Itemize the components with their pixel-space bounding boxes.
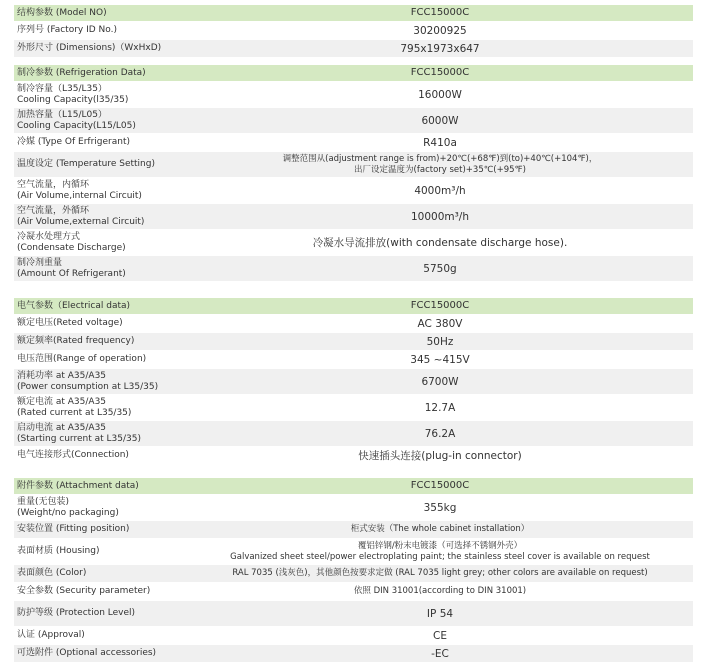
spec-label-line: 加热容量（L15/L05）: [17, 109, 107, 120]
spec-value: [187, 627, 693, 644]
spec-value-line: 覆铝锌钢/粉末电镀漆（可选择不锈钢外壳）: [357, 540, 523, 551]
spec-label: [14, 421, 187, 446]
spec-row: [14, 351, 693, 369]
spec-value: [187, 108, 693, 133]
electrical-section: [14, 298, 693, 465]
spec-value: [187, 565, 693, 582]
spec-value: [187, 134, 693, 151]
model-header-row: [14, 5, 693, 22]
spec-row: [14, 178, 693, 204]
spec-value: [187, 256, 693, 281]
spec-value-line: 快速插头连接(plug-in connector): [358, 449, 522, 462]
spec-row: [14, 315, 693, 333]
spec-label-line: 表面材质 (Housing): [17, 546, 100, 556]
spec-value-line: 16000W: [418, 88, 462, 101]
spec-label-line: 序列号 (Factory ID No.): [17, 25, 118, 35]
spec-value: [187, 351, 693, 368]
attachment-header-row: [14, 478, 693, 495]
attachment-section: [14, 478, 693, 663]
spec-label: [14, 645, 187, 662]
spec-label-line: 额定电压(Reted voltage): [17, 318, 123, 328]
spec-value: [187, 583, 693, 600]
spec-label-line: 制冷容量（L35/L35）: [17, 83, 107, 94]
spec-label-line: (Condensate Discharge): [17, 242, 126, 253]
spec-value-line: 调整范围从(adjustment range is from)+20℃(+68℉)到(to)+40℃(+104℉)，: [282, 153, 598, 164]
spec-row: [14, 256, 693, 282]
spec-label-line: 额定电流 at A35/A35: [17, 396, 107, 407]
spec-row: [14, 447, 693, 465]
spec-row: [14, 134, 693, 152]
spec-value-line: 出厂设定温度为(factory set)+35℃(+95℉): [354, 164, 526, 175]
spec-value: [187, 315, 693, 332]
spec-value: [187, 230, 693, 255]
spec-value-line: 355kg: [423, 501, 457, 514]
spec-label-line: 安全参数 (Security parameter): [17, 586, 151, 596]
spec-label: [14, 108, 187, 133]
spec-value-line: R410a: [423, 136, 457, 149]
spec-value: [187, 152, 693, 177]
spec-label-line: (Air Volume,internal Circuit): [17, 190, 142, 201]
spec-label: [14, 315, 187, 332]
spec-label: [14, 351, 187, 368]
spec-value-line: Galvanized sheet steel/power electroplating paint; the stainless steel cover is available on request: [230, 551, 650, 562]
header-label: [14, 65, 187, 81]
spec-label-line: 安装位置 (Fitting position): [17, 524, 130, 534]
model-code: FCC15000C: [410, 480, 470, 491]
spec-row: [14, 627, 693, 645]
spec-row: [14, 82, 693, 108]
spec-label-line: Cooling Capacity(L15/L05): [17, 120, 136, 131]
spec-label: [14, 22, 187, 39]
spec-value-line: -EC: [431, 647, 449, 660]
spec-label-line: 表面颜色 (Color): [17, 568, 87, 578]
spec-label-line: (Starting current at L35/35): [17, 433, 141, 444]
spec-row: [14, 583, 693, 601]
spec-value-line: 795x1973x647: [400, 42, 480, 55]
spec-value: [187, 204, 693, 229]
spec-label-line: 外形尺寸 (Dimensions)（WxHxD): [17, 43, 162, 53]
header-value: [187, 478, 693, 494]
spec-row: [14, 22, 693, 40]
spec-value-line: 6000W: [421, 114, 459, 127]
spec-value-line: IP 54: [426, 607, 454, 620]
spec-value-line: 12.7A: [424, 401, 456, 414]
spec-label: [14, 256, 187, 281]
spec-label: [14, 495, 187, 520]
spec-label: [14, 447, 187, 464]
electrical-header-row: [14, 298, 693, 315]
spec-value-line: 50Hz: [426, 335, 454, 348]
spec-value-line: RAL 7035 (浅灰色)，其他颜色按要求定做 (RAL 7035 light grey; other colors are available on request): [232, 568, 648, 578]
spec-label: [14, 204, 187, 229]
header-value: [187, 298, 693, 314]
spec-row: [14, 152, 693, 178]
refrigeration-section: [14, 65, 693, 282]
spec-label: [14, 134, 187, 151]
header-label: [14, 478, 187, 494]
spec-label-line: (Weight/no packaging): [17, 507, 119, 518]
spec-value: [187, 333, 693, 350]
spec-label-line: (Air Volume,external Circuit): [17, 216, 145, 227]
spec-row: [14, 521, 693, 539]
spec-label-line: 冷媒 (Type Of Erfrigerant): [17, 137, 130, 147]
spec-label-line: 空气流量，内循环: [17, 179, 90, 190]
spec-label-line: 可选附件 (Optional accessories): [17, 648, 157, 658]
spec-value-line: 6700W: [421, 375, 459, 388]
spec-label: [14, 40, 187, 57]
header-label-text: 附件参数 (Attachment data): [17, 480, 139, 491]
spec-value: [187, 421, 693, 446]
spec-label: [14, 601, 187, 626]
spec-row: [14, 645, 693, 663]
spec-value: [187, 539, 693, 564]
spec-label: [14, 583, 187, 600]
spec-value-line: 4000m³/h: [414, 184, 466, 197]
spec-row: [14, 333, 693, 351]
spec-label: [14, 627, 187, 644]
spec-value-line: 10000m³/h: [410, 210, 470, 223]
spec-value: [187, 601, 693, 626]
spec-label: [14, 178, 187, 203]
spec-value-line: 345 ~415V: [410, 353, 470, 366]
spec-value: [187, 22, 693, 39]
model-section: [14, 5, 693, 58]
spec-row: [14, 369, 693, 395]
spec-label-line: (Rated current at L35/35): [17, 407, 132, 418]
spec-label-line: (Amount Of Refrigerant): [17, 268, 126, 279]
model-code: FCC15000C: [410, 7, 470, 18]
spec-row: [14, 539, 693, 565]
spec-label: [14, 521, 187, 538]
spec-label: [14, 565, 187, 582]
header-label: [14, 298, 187, 314]
header-value: [187, 65, 693, 81]
spec-value: [187, 369, 693, 394]
spec-value-line: 30200925: [413, 24, 467, 37]
spec-label-line: 额定频率(Rated frequency): [17, 336, 135, 346]
spec-value-line: 依照 DIN 31001(according to DIN 31001): [353, 586, 527, 596]
spec-value: [187, 521, 693, 538]
spec-label-line: (Power consumption at L35/35): [17, 381, 159, 392]
spec-value-line: CE: [433, 629, 447, 642]
spec-label-line: 电气连接形式(Connection): [17, 450, 129, 460]
spec-row: [14, 395, 693, 421]
header-label-text: 电气参数（Electrical data): [17, 300, 131, 311]
model-code: FCC15000C: [410, 67, 470, 78]
spec-label-line: 消耗功率 at A35/A35: [17, 370, 107, 381]
header-label-text: 结构参数 (Model NO): [17, 7, 107, 18]
spec-label: [14, 395, 187, 420]
spec-label: [14, 82, 187, 107]
spec-value-line: 冷凝水导流排放(with condensate discharge hose).: [312, 236, 568, 249]
spec-label-line: 认证 (Approval): [17, 630, 85, 640]
spec-value: [187, 645, 693, 662]
spec-label-line: Cooling Capacity(l35/35): [17, 94, 129, 105]
spec-value-line: 5750g: [423, 262, 457, 275]
spec-label: [14, 152, 187, 177]
header-value: [187, 5, 693, 21]
header-label-text: 制冷参数 (Refrigeration Data): [17, 67, 146, 78]
spec-label-line: 温度设定 (Temperature Setting): [17, 159, 155, 169]
spec-label-line: 电压范围(Range of operation): [17, 354, 147, 364]
spec-value-line: AC 380V: [417, 317, 463, 330]
spec-label-line: 重量(无包装): [17, 496, 70, 507]
spec-row: [14, 495, 693, 521]
spec-row: [14, 421, 693, 447]
spec-row: [14, 565, 693, 583]
spec-value: [187, 495, 693, 520]
refrigeration-header-row: [14, 65, 693, 82]
spec-value: [187, 40, 693, 57]
spec-label-line: 启动电流 at A35/A35: [17, 422, 107, 433]
spec-value: [187, 178, 693, 203]
spec-label: [14, 230, 187, 255]
spec-row: [14, 40, 693, 58]
spec-label-line: 空气流量，外循环: [17, 205, 90, 216]
spec-value: [187, 447, 693, 464]
spec-row: [14, 601, 693, 627]
model-code: FCC15000C: [410, 300, 470, 311]
spec-label: [14, 539, 187, 564]
spec-value: [187, 395, 693, 420]
spec-label: [14, 333, 187, 350]
spec-label: [14, 369, 187, 394]
spec-label-line: 冷凝水处理方式: [17, 231, 81, 242]
spec-row: [14, 204, 693, 230]
spec-value-line: 柜式安装（The whole cabinet installation）: [350, 524, 530, 534]
spec-label-line: 防护等级 (Protection Level): [17, 608, 136, 618]
header-label: [14, 5, 187, 21]
spec-value: [187, 82, 693, 107]
spec-label-line: 制冷剂重量: [17, 257, 63, 268]
spec-row: [14, 108, 693, 134]
spec-value-line: 76.2A: [424, 427, 456, 440]
spec-row: [14, 230, 693, 256]
